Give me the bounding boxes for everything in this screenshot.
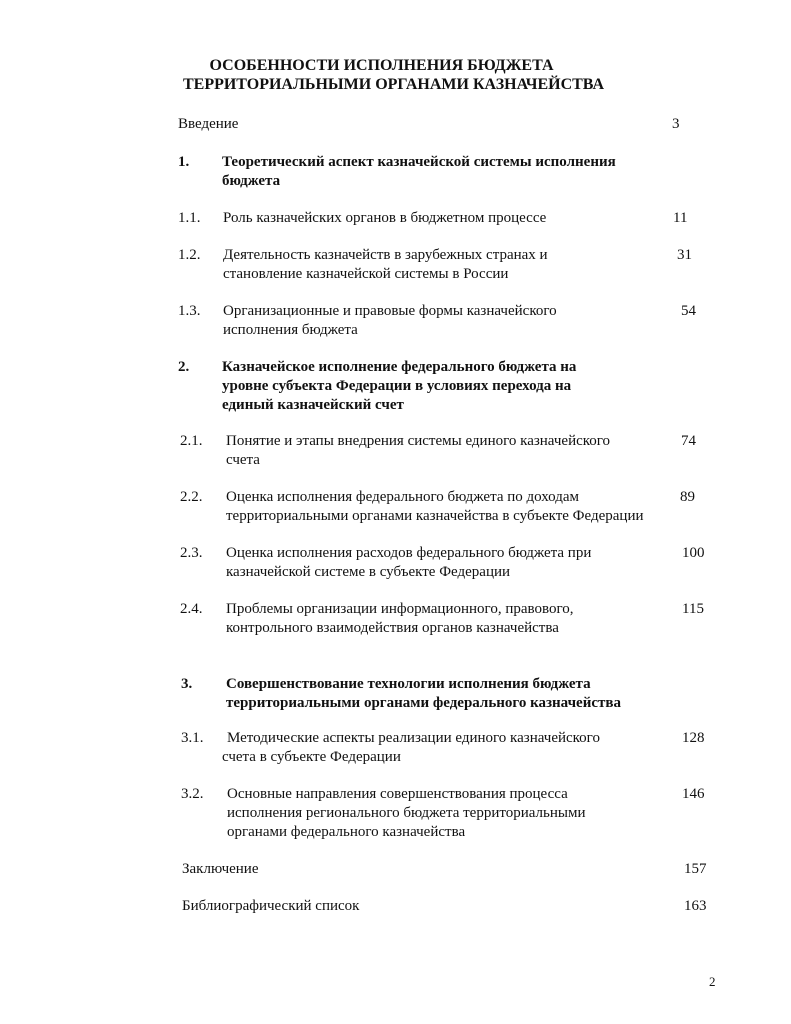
- toc-page: 89: [680, 489, 695, 505]
- toc-title-line: счета в субъекте Федерации: [222, 749, 401, 765]
- toc-number: 1.1.: [178, 210, 201, 226]
- toc-title-line: исполнения бюджета: [223, 322, 358, 338]
- page-number: 2: [709, 974, 716, 989]
- toc-page: 31: [677, 247, 692, 263]
- toc-number: 2.: [178, 359, 190, 375]
- toc-title-line: Понятие и этапы внедрения системы единого казначейского: [226, 433, 611, 449]
- toc-title-line: уровне субъекта Федерации в условиях перехода на: [222, 378, 572, 394]
- toc-title-line: Оценка исполнения расходов федерального бюджета при: [226, 545, 592, 561]
- toc-title-line: становление казначейской системы в России: [223, 266, 509, 282]
- toc-page: 11: [673, 210, 688, 226]
- toc-title-line: территориальными органами федерального казначейства: [226, 695, 621, 711]
- toc-number: 2.4.: [180, 601, 203, 617]
- toc-title-line: казначейской системе в субъекте Федерации: [226, 564, 511, 580]
- toc-page: 100: [682, 545, 705, 561]
- toc-title-line: единый казначейский счет: [222, 397, 404, 413]
- toc-number: 2.2.: [180, 489, 203, 505]
- toc-title-line: Теоретический аспект казначейской системы исполнения: [222, 154, 616, 170]
- toc-number: 1.: [178, 154, 190, 170]
- toc-page: 146: [682, 786, 705, 802]
- toc-page: 163: [684, 898, 707, 914]
- toc-label: Заключение: [182, 861, 259, 877]
- toc-title-line: Роль казначейских органов в бюджетном процессе: [223, 210, 547, 226]
- toc-number: 3.2.: [181, 786, 204, 802]
- toc-number: 1.2.: [178, 247, 201, 263]
- toc-title-line: Проблемы организации информационного, правового,: [226, 601, 574, 617]
- toc-number: 3.1.: [181, 730, 204, 746]
- toc-number: 2.3.: [180, 545, 203, 561]
- toc-title-line: Организационные и правовые формы казначейского: [223, 303, 557, 319]
- toc-page: 128: [682, 730, 705, 746]
- toc-title-line: исполнения регионального бюджета территориальными: [227, 805, 586, 821]
- toc-label: Введение: [178, 116, 239, 132]
- toc-page: 115: [682, 601, 704, 617]
- toc-page: 3: [672, 116, 680, 132]
- toc-title-line: Основные направления совершенствования процесса: [227, 786, 568, 802]
- toc-number: 2.1.: [180, 433, 203, 449]
- toc-title-line: Деятельность казначейств в зарубежных странах и: [223, 247, 548, 263]
- document-title-line1: ОСОБЕННОСТИ ИСПОЛНЕНИЯ БЮДЖЕТА: [209, 57, 554, 74]
- toc-title-line: Оценка исполнения федерального бюджета по доходам: [226, 489, 580, 505]
- toc-title-line: Казначейское исполнение федерального бюджета на: [222, 359, 577, 375]
- toc-number: 1.3.: [178, 303, 201, 319]
- toc-label: Библиографический список: [182, 898, 360, 914]
- toc-title-line: бюджета: [222, 173, 281, 189]
- toc-title-line: Методические аспекты реализации единого казначейского: [227, 730, 600, 746]
- document-title-line2: ТЕРРИТОРИАЛЬНЫМИ ОРГАНАМИ КАЗНАЧЕЙСТВА: [182, 76, 605, 93]
- toc-title-line: территориальными органами казначейства в субъекте Федерации: [226, 508, 644, 524]
- toc-page: 54: [681, 303, 696, 319]
- toc-page: 74: [681, 433, 696, 449]
- toc-title-line: органами федерального казначейства: [227, 824, 466, 840]
- toc-title-line: контрольного взаимодействия органов казначейства: [226, 620, 559, 636]
- toc-page: 157: [684, 861, 707, 877]
- toc-number: 3.: [181, 676, 193, 692]
- toc-title-line: Совершенствование технологии исполнения бюджета: [226, 676, 591, 692]
- toc-title-line: счета: [226, 452, 260, 468]
